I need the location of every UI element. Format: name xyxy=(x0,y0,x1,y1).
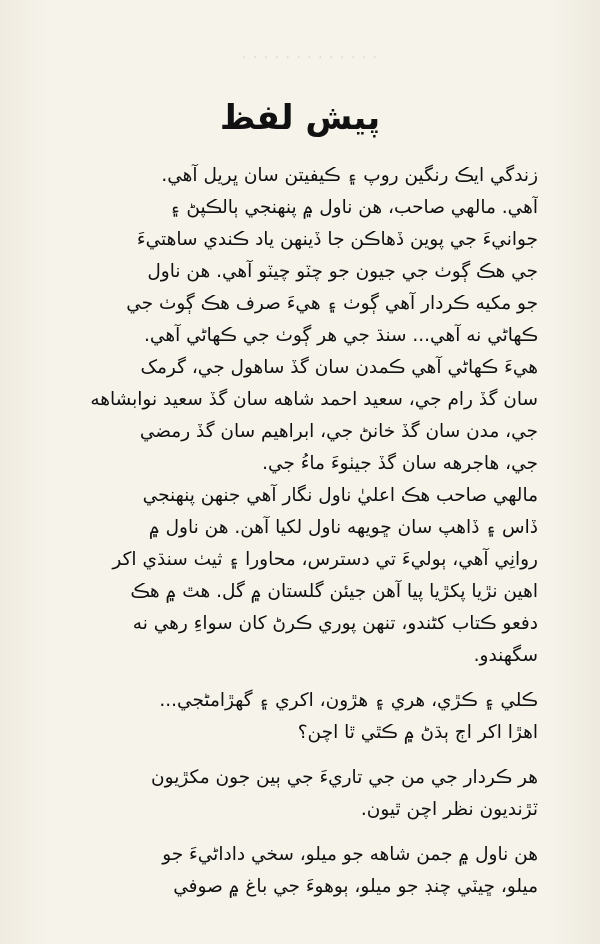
text-line: آهي. مالهي صاحب، هن ناول ۾ پنهنجي ٻالڪپڻ ۽ xyxy=(169,197,538,218)
text-line: مالهي صاحب هڪ اعليٰ ناول نگار آهي جنهن پنهنجي xyxy=(142,485,538,506)
text-line: سگهندو. xyxy=(473,645,538,666)
text-line: هيءَ ڪهاڻي آهي ڪمدن سان گڏ ساهول جي، گرمک xyxy=(140,357,538,378)
text-line: جي، مدن سان گڏ خانڻ جي، ابراهيم سان گڏ رمضي xyxy=(139,421,538,442)
text-line: ميلو، ڇيٽي چنڊ جو ميلو، ٻوهوءَ جي باغ ۾ صوفي xyxy=(173,876,538,897)
text-line: جو مکيه ڪردار آهي ڳوٺ ۽ هيءَ صرف هڪ ڳوٺ جي xyxy=(126,293,538,314)
text-line: هر ڪردار جي من جي تاريءَ جي ٻين جون مکڙيون xyxy=(151,767,538,788)
text-line: زندگي ايڪ رنگين روپ ۽ ڪيفيتن سان ڀريل آهي. xyxy=(161,165,538,186)
bleed-through-text: · · · · · · · · · · · · · xyxy=(241,50,379,66)
text-line: ٽڙنديون نظر اچن ٿيون. xyxy=(360,799,538,820)
page-title: پيش لفظ xyxy=(219,98,381,138)
text-line: اهين نڙيا پکڙيا پيا آهن جيئن گلستان ۾ گل. هٿ ۾ هڪ xyxy=(130,581,538,602)
text-line: اهڙا اکر اڄ ٻڌڻ ۾ ڪٿي ٿا اچن؟ xyxy=(297,722,538,743)
text-line: سان گڏ رام جي، سعيد احمد شاهه سان گڏ سعيد نوابشاهه xyxy=(90,389,538,410)
text-line: جوانيءَ جي پوين ڏهاڪن جا ڏينهن ياد ڪندي ساهتيءَ xyxy=(136,229,538,250)
text-line: هن ناول ۾ جمن شاهه جو ميلو، سخي داداڻيءَ جو xyxy=(162,844,538,865)
text-line: ڪهاڻي نه آهي... سنڌ جي هر ڳوٺ جي ڪهاڻي آهي. xyxy=(144,325,538,346)
preface-body xyxy=(58,160,538,903)
text-line: جي هڪ ڳوٺ جي جيون جو چٽو چيٽو آهي. هن ناول xyxy=(147,261,538,282)
text-line: جي، هاجرهه سان گڏ جيٺوءَ ماءُ جي. xyxy=(262,453,538,474)
text-line: ڏاس ۽ ڏاهپ سان ڇويهه ناول لکيا آهن. هن ناول ۾ xyxy=(148,517,538,538)
text-line: روانِي آهي، ٻوليءَ تي دسترس، محاورا ۽ ثيٺ سنڌي اکر xyxy=(112,549,538,570)
text-line: دفعو ڪتاب کڻندو، تنهن پوري ڪرڻ کان سواءِ رهي نه xyxy=(132,613,538,634)
text-line: ڪلي ۽ ڪڙي، هري ۽ هڙون، اکري ۽ گهڙامڻجي... xyxy=(159,690,538,711)
